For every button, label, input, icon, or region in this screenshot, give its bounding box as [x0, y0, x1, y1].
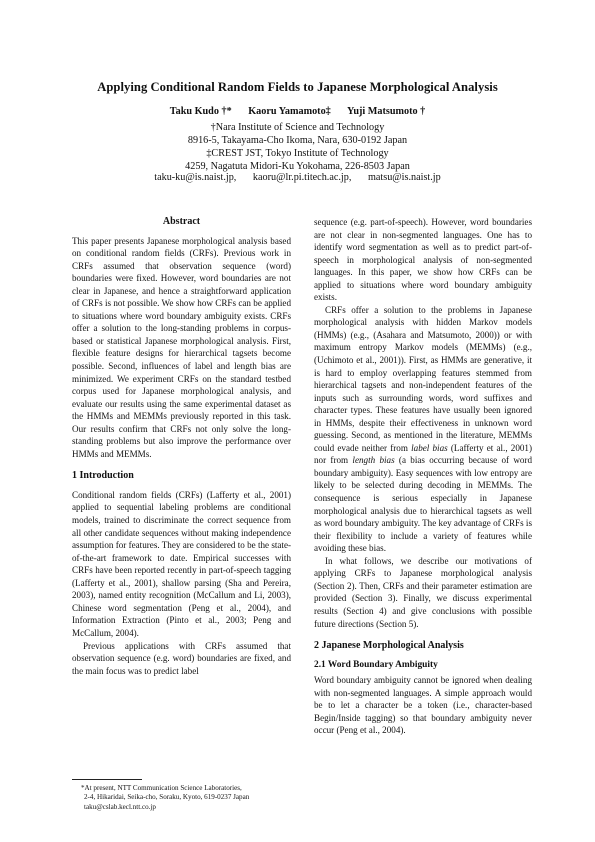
intro-paragraph-2: Previous applications with CRFs assumed that observation sequence (e.g. word) boundaries are fixed, and the main focus was to predict label	[72, 640, 291, 676]
right-column	[314, 216, 532, 737]
section-1-heading: 1 Introduction	[72, 470, 134, 482]
right-paragraph-1: sequence (e.g. part-of-speech). However, word boundaries are not clear in non-segmented languages. One has to identify word segmentation as well as to predict part-of-speech in morphological analysis of non-segmented languages. In this paper, we show how CRFs can be applied to situations where word boundary ambiguity exists.	[314, 217, 532, 303]
right-paragraph-2	[314, 304, 532, 555]
address-1: 8916-5, Takayama-Cho Ikoma, Nara, 630-0192 Japan	[187, 135, 408, 146]
footnote-line-3: taku@cslab.kecl.ntt.co.jp	[84, 802, 156, 811]
footnote-line-1: *At present, NTT Communication Science Laboratories,	[81, 784, 242, 792]
email-3: matsu@is.naist.jp	[367, 172, 441, 183]
address-2: 4259, Nagatuta Midori-Ku Yokohama, 226-8503 Japan	[185, 161, 410, 172]
footnote	[72, 779, 291, 812]
footnote-line-2: 2-4, Hikaridai, Seika-cho, Soraku, Kyoto, 619-0237 Japan	[84, 793, 250, 802]
affiliation-2: ‡CREST JST, Tokyo Institute of Technology	[206, 148, 389, 159]
author-list	[40, 106, 555, 117]
label-bias-term: label bias	[411, 442, 448, 453]
right-paragraph-3: In what follows, we describe our motivations of applying CRFs to Japanese morphological analysis (Section 2). Then, CRFs and their parameter estimation are provided (Section 3). Finally, we discuss experimental results (Section 4) and give conclusions with possible future directions (Section 5).	[314, 555, 532, 629]
section-2-heading: 2 Japanese Morphological Analysis	[314, 640, 464, 652]
footnote-rule	[72, 779, 142, 780]
right-p2-part-b: (Lafferty et al., 2001) nor from	[314, 442, 532, 466]
email-1: taku-ku@is.naist.jp,	[154, 172, 237, 183]
email-2: kaoru@lr.pi.titech.ac.jp,	[252, 172, 352, 183]
intro-paragraph-1: Conditional random fields (CRFs) (Lafferty et al., 2001) applied to sequential labeling problems are conditional models, trained to discriminate the correct sequence from all other candidate sequences without making independence assumption for features. They are considered to be the state-of-the-art framework to date. Empirical successes with CRFs have been reported recently in part-of-speech tagging (Lafferty et al., 2001), shallow parsing (Sha and Pereira, 2003), named entity recognition (McCallum and Li, 2003), Chinese word segmentation (Peng et al., 2004), and Information Extraction (Pinto et al., 2003; Peng and McCallum, 2004).	[72, 489, 292, 638]
right-p2-part-c: (a bias occurring because of word boundary ambiguity). Easy sequences with low entropy are likely to be selected during decoding in MEMMs. The consequence is serious especially in Japanese morphological analysis due to hierarchical tagsets as well as word boundary ambiguity. The key advantage of CRFs is their flexibility to include a variety of features while avoiding these bias.	[314, 455, 533, 554]
right-p2-part-a: CRFs offer a solution to the problems in Japanese morphological analysis with hidden Markov models (HMMs) (e.g., (Asahara and Matsumoto, 2000)) or with maximum entropy Markov models (MEMMs) (e.g., (Uchimoto et al., 2001)). First, as HMMs are generative, it is hard to employ overlapping features stemmed from hierarchical tagsets and non-independent features of the inputs such as surrounding words, word suffixes and character types. These features have usually been ignored in HMMs, despite their effectiveness in unknown word guessing. Second, as mentioned in the literature, MEMMs could evade neither from	[314, 304, 532, 453]
author-1: Taku Kudo †*	[169, 106, 232, 117]
abstract-text: This paper presents Japanese morphological analysis based on conditional random fields (CRFs). Previous work in CRFs assumed that observation sequence (word) boundaries were fixed. However, word boundaries are not clear in Japanese, and hence a straightforward application of CRFs is not possible. We show how CRFs can be applied to situations where word boundary ambiguity exists. CRFs offer a solution to the long-standing problems in corpus-based or statistical Japanese morphological analysis. First, flexible feature designs for hierarchical tagsets become possible. Second, influences of label and length bias are minimized. We experiment CRFs on the standard testbed corpus used for Japanese morphological analysis, and evaluate our results using the same experimental dataset as the HMMs and MEMMs previously reported in this task. Our results confirm that CRFs not only solve the long-standing problems but also improve the performance over HMMs and MEMMs.	[72, 235, 291, 459]
affiliation-1: †Nara Institute of Science and Technology	[210, 122, 385, 133]
author-2: Kaoru Yamamoto‡	[248, 106, 331, 117]
paper-title: Applying Conditional Random Fields to Japanese Morphological Analysis	[97, 80, 498, 94]
author-3: Yuji Matsumoto †	[346, 106, 426, 117]
section-2-1-heading: 2.1 Word Boundary Ambiguity	[314, 659, 438, 670]
abstract-heading: Abstract	[162, 216, 201, 227]
length-bias-term: length bias	[352, 455, 395, 466]
left-column	[72, 216, 291, 677]
section-2-1-paragraph: Word boundary ambiguity cannot be ignored when dealing with non-segmented languages. A simple approach would be to let a character be a token (i.e., character-based Begin/Inside tagging) so that boundary ambiguity never occur (Peng et al., 2004).	[314, 675, 532, 736]
